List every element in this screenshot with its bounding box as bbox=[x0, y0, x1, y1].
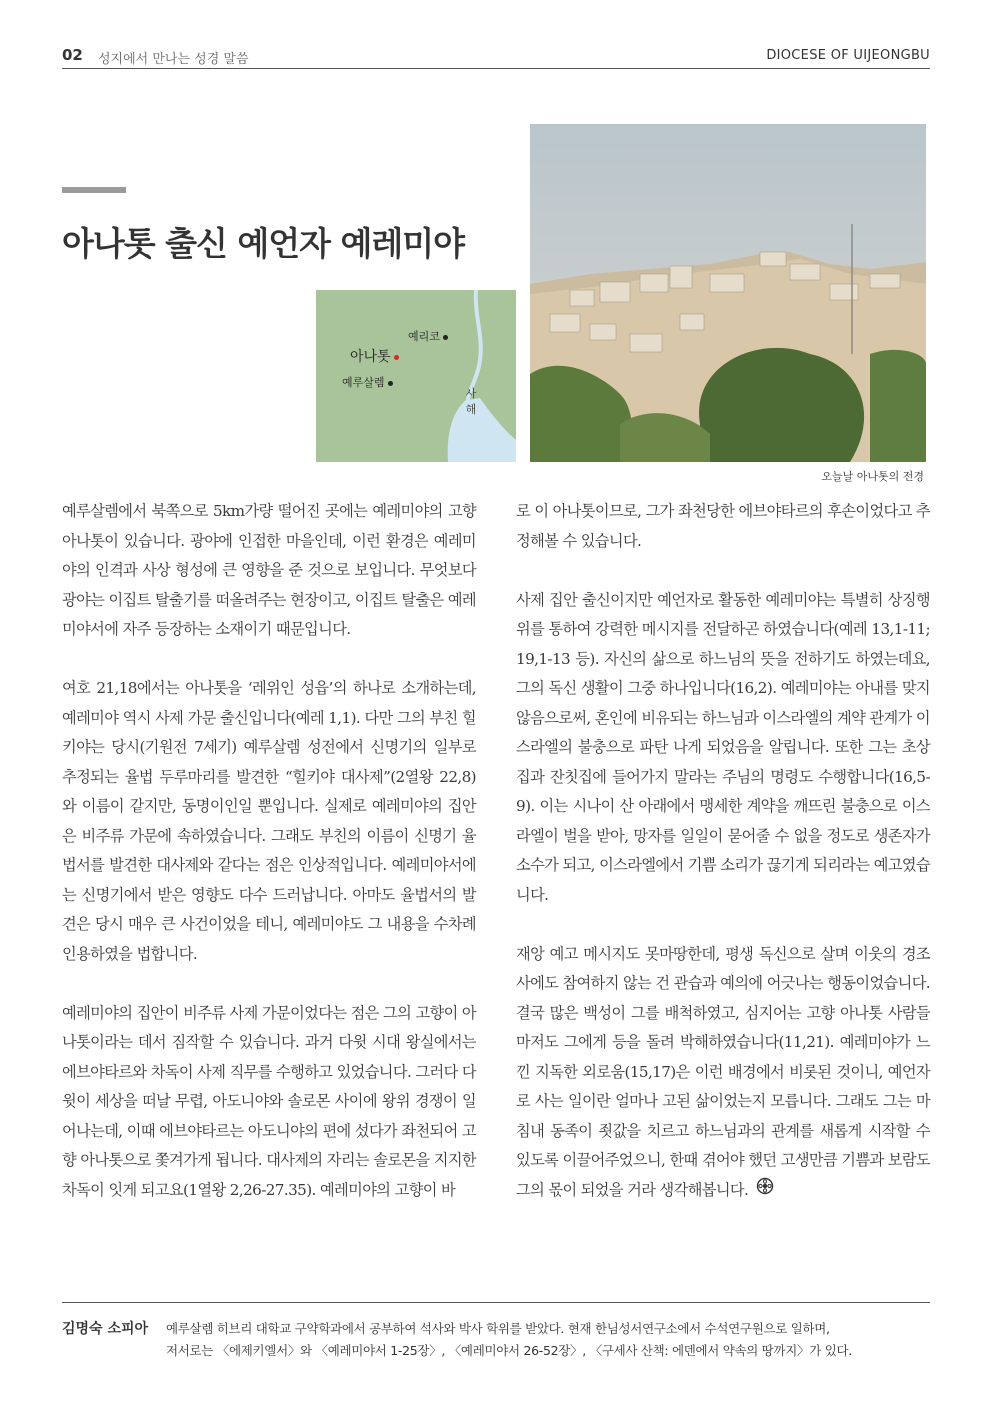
dead-sea bbox=[448, 398, 516, 462]
diocese-name: DIOCESE OF UIJEONGBU bbox=[766, 48, 930, 63]
paragraph-text: 재앙 예고 메시지도 못마땅한데, 평생 독신으로 살며 이웃의 경조사에도 참여하지 않는 건 관습과 예의에 어긋나는 행동이었습니다. 결국 많은 백성이 그를 배척하였고, 심지어는 고향 아나톳 사람들마저도 그에게 등을 돌려 박해하였습니다(11,21). 예레미야가 느낀 지독한 외로움(15,17)은 이런 배경에서 비롯된 것이니, 예언자로 사는 일이란 얼마나 고된 삶이었는지 모릅니다. 그래도 그는 마침내 동족이 죗값을 치르고 하느님과의 관계를 새롭게 시작할 수 있도록 이끌어주었으니, 한때 겪어야 했던 고생만큼 기쁨과 보람도 그의 몫이 되었을 거라 생각해봅니다. bbox=[516, 944, 930, 1199]
page-header bbox=[62, 44, 930, 69]
map-label-anathoth: 아나톳 bbox=[350, 346, 399, 366]
bio-line: 예루살렘 히브리 대학교 구약학과에서 공부하여 석사와 박사 학위를 받았다. 현재 한님성서연구소에서 수석연구원으로 일하며, bbox=[166, 1321, 830, 1336]
paragraph: 예레미야의 집안이 비주류 사제 가문이었다는 점은 그의 고향이 아나톳이라는 데서 짐작할 수 있습니다. 과거 다윗 시대 왕실에서는 에브야타르와 차독이 사제 직무를 수행하고 있었습니다. 그러다 다윗이 세상을 떠날 무렵, 아도니야와 솔로몬 사이에 왕위 경쟁이 일어나는데, 이때 에브야타르는 아도니야의 편에 섰다가 좌천되어 고향 아나톳으로 쫓겨가게 됩니다. 대사제의 자리는 솔로몬을 지지한 차독이 잇게 되고요(1열왕 2,26-27.35). 예레미야의 고향이 바 bbox=[62, 1003, 476, 1199]
right-column bbox=[516, 497, 930, 1205]
location-map bbox=[316, 290, 516, 462]
footer-divider bbox=[62, 1302, 930, 1303]
paragraph: 여호 21,18에서는 아나톳을 ‘레위인 성읍’의 하나로 소개하는데, 예레미야 역시 사제 가문 출신입니다(예레 1,1). 다만 그의 부친 힐키야는 당시(기원전 7세기) 예루살렘 성전에서 신명기의 일부로 추정되는 율법 두루마리를 발견한 “힐키야 대사제”(2열왕 22,8)와 이름이 같지만, 동명이인일 뿐입니다. 실제로 예레미야의 집안은 비주류 가문에 속하였습니다. 그래도 부친의 이름이 신명기 율법서를 발견한 대사제와 같다는 점은 인상적입니다. 예레미야서에는 신명기에서 받은 영향도 다수 드러납니다. 아마도 율법서의 발견은 당시 매우 큰 사건이었을 테니, 예레미야도 그 내용을 수차례 인용하였을 법합니다. bbox=[62, 679, 476, 963]
photo-caption: 오늘날 아나톳의 전경 bbox=[821, 470, 924, 483]
article-title: 아나톳 출신 예언자 예레미야 bbox=[62, 224, 465, 263]
jerusalem-dot bbox=[388, 381, 393, 386]
map-label-jericho: 예리코 bbox=[408, 328, 448, 344]
anathoth-dot bbox=[394, 355, 399, 360]
section-title: 성지에서 만나는 성경 말씀 bbox=[98, 52, 249, 67]
bio-line: 저서로는 〈에제키엘서〉와 〈예레미야서 1-25장〉, 〈예레미야서 26-52장〉, 〈구세사 산책: 에덴에서 약속의 땅까지〉가 있다. bbox=[166, 1343, 852, 1358]
page-number: 02 bbox=[62, 46, 83, 64]
paragraph: 로 이 아나톳이므로, 그가 좌천당한 에브야타르의 후손이었다고 추정해볼 수 있습니다. bbox=[516, 502, 930, 550]
title-accent-bar bbox=[62, 187, 126, 193]
paragraph: 사제 집안 출신이지만 예언자로 활동한 예레미야는 특별히 상징행위를 통하여 강력한 메시지를 전달하곤 하였습니다(예레 13,1-11; 19,1-13 등). 자신의 삶으로 하느님의 뜻을 전하기도 하였는데요, 그의 독신 생활이 그중 하나입니다(16,2). 예레미야는 아내를 맞지 않음으로써, 혼인에 비유되는 하느님과 이스라엘의 계약 관계가 이스라엘의 불충으로 파탄 나게 되었음을 알립니다. 또한 그는 초상집과 잔칫집에 들어가지 말라는 주님의 명령도 수행합니다(16,5-9). 이는 시나이 산 아래에서 맹세한 계약을 깨뜨린 불충으로 이스라엘이 벌을 받아, 망자를 일일이 묻어줄 수 없을 정도로 생존자가 소수가 되고, 이스라엘에서 기쁨 소리가 끊기게 되리라는 예고였습니다. bbox=[516, 590, 930, 904]
paragraph-last bbox=[516, 940, 930, 1206]
end-mark-icon bbox=[756, 1176, 774, 1206]
left-column bbox=[62, 497, 476, 1205]
map-label-dead-sea: 사 해 bbox=[465, 387, 477, 416]
author-name: 김명숙 소피아 bbox=[62, 1321, 149, 1337]
anathoth-photo bbox=[530, 124, 926, 462]
author-bio bbox=[166, 1318, 930, 1362]
map-label-jerusalem: 예루살렘 bbox=[342, 374, 393, 390]
jericho-dot bbox=[443, 335, 448, 340]
paragraph: 예루살렘에서 북쪽으로 5km가량 떨어진 곳에는 예레미야의 고향 아나톳이 있습니다. 광야에 인접한 마을인데, 이런 환경은 예레미야의 인격과 사상 형성에 큰 영향을 준 것으로 보입니다. 무엇보다 광야는 이집트 탈출기를 떠올려주는 현장이고, 이집트 탈출은 예레미야서에 자주 등장하는 소재이기 때문입니다. bbox=[62, 502, 476, 638]
